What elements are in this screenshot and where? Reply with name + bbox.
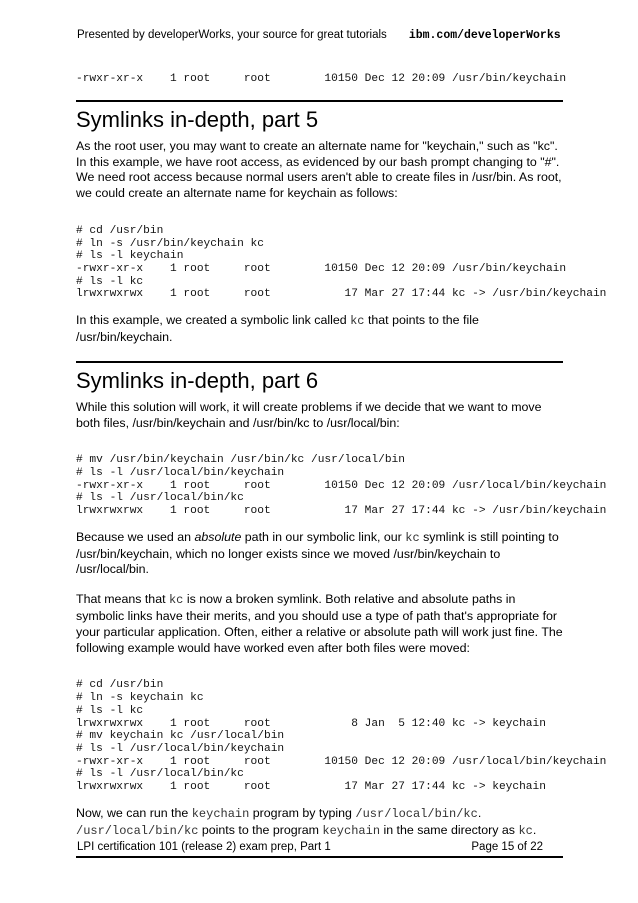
inline-code: kc [405,530,420,545]
section6-absolute-paragraph: Because we used an absolute path in our symbolic link, our kc symlink is still pointing to /usr/bin/keychain, which no longer exists since we moved /usr/bin/keychain to /usr/local/bin. [76,529,559,577]
site-link[interactable]: ibm.com/developerWorks [408,29,561,42]
section-title-part5: Symlinks in-depth, part 5 [76,106,319,132]
inline-code: kc [350,314,365,329]
page-content [76,70,607,858]
inline-code: kc [168,593,184,608]
presented-by-text: Presented by developerWorks, your source for great tutorials [77,29,387,41]
inline-code: keychain [191,806,250,821]
code-block-top: -rwxr-xr-x 1 root root 10150 Dec 12 20:09 /usr/bin/keychain [76,73,567,85]
section5-intro: As the root user, you may want to create an alternate name for "keychain," such as "kc". In this example, we have root access, as evidenced by our bash prompt changing to "#". We need root access because normal users aren't able to create files in /usr/bin. As root, we could create an alternate name for keychain as follows: [76,138,562,201]
page-header [77,29,561,42]
code-block-part5: # cd /usr/bin # ln -s /usr/bin/keychain kc # ls -l keychain -rwxr-xr-x 1 root root 10150 Dec 12 20:09 /usr/bin/keychain # ls -l kc lrwxrwxrwx 1 root root 17 Mar 27 17:44 kc -> /usr/bin/keychain [76,224,607,301]
section-divider [76,100,563,102]
section-divider [76,856,563,858]
italic-text: absolute [194,529,242,544]
section6-broken-paragraph: That means that kc is now a broken symlink. Both relative and absolute paths in symbolic links have their merits, and you should use a type of path that's appropriate for your particular application. Often, either a relative or absolute path will work just fine. The following example would have worked even after both files were moved: [76,592,563,655]
inline-code: keychain [322,823,381,838]
section-title-part6: Symlinks in-depth, part 6 [76,367,319,393]
section5-conclusion: In this example, we created a symbolic link called kc that points to the file /usr/bin/keychain. [76,313,479,344]
section6-final-paragraph: Now, we can run the keychain program by typing /usr/local/bin/kc. /usr/local/bin/kc points to the program keychain in the same directory as kc. [76,805,537,838]
footer-title: LPI certification 101 (release 2) exam prep, Part 1 [77,841,331,853]
section-divider [76,361,563,363]
inline-code: /usr/local/bin/kc [76,823,199,838]
code-block-part6-move: # mv /usr/bin/keychain /usr/bin/kc /usr/local/bin # ls -l /usr/local/bin/keychain -rwxr-xr-x 1 root root 10150 Dec 12 20:09 /usr/local/bin/keychain # ls -l /usr/local/bin/kc lrwxrwxrwx 1 root root 17 Mar 27 17:44 kc -> /usr/bin/keychain [76,454,607,518]
code-block-part6-relative: # cd /usr/bin # ln -s keychain kc # ls -l kc lrwxrwxrwx 1 root root 8 Jan 5 12:40 kc -> keychain # mv keychain kc /usr/local/bin # ls -l /usr/local/bin/keychain -rwxr-xr-x 1 root root 10150 Dec 12 20:09 /usr/local/bin/keychain # ls -l /usr/local/bin/kc lrwxrwxrwx 1 root root 17 Mar 27 17:44 kc -> keychain [76,679,607,794]
inline-code: kc [518,823,533,838]
section6-intro: While this solution will work, it will create problems if we decide that we want to move both files, /usr/bin/keychain and /usr/bin/kc to /usr/local/bin: [76,399,542,430]
page-number: Page 15 of 22 [471,841,543,853]
inline-code: /usr/local/bin/kc [355,806,478,821]
